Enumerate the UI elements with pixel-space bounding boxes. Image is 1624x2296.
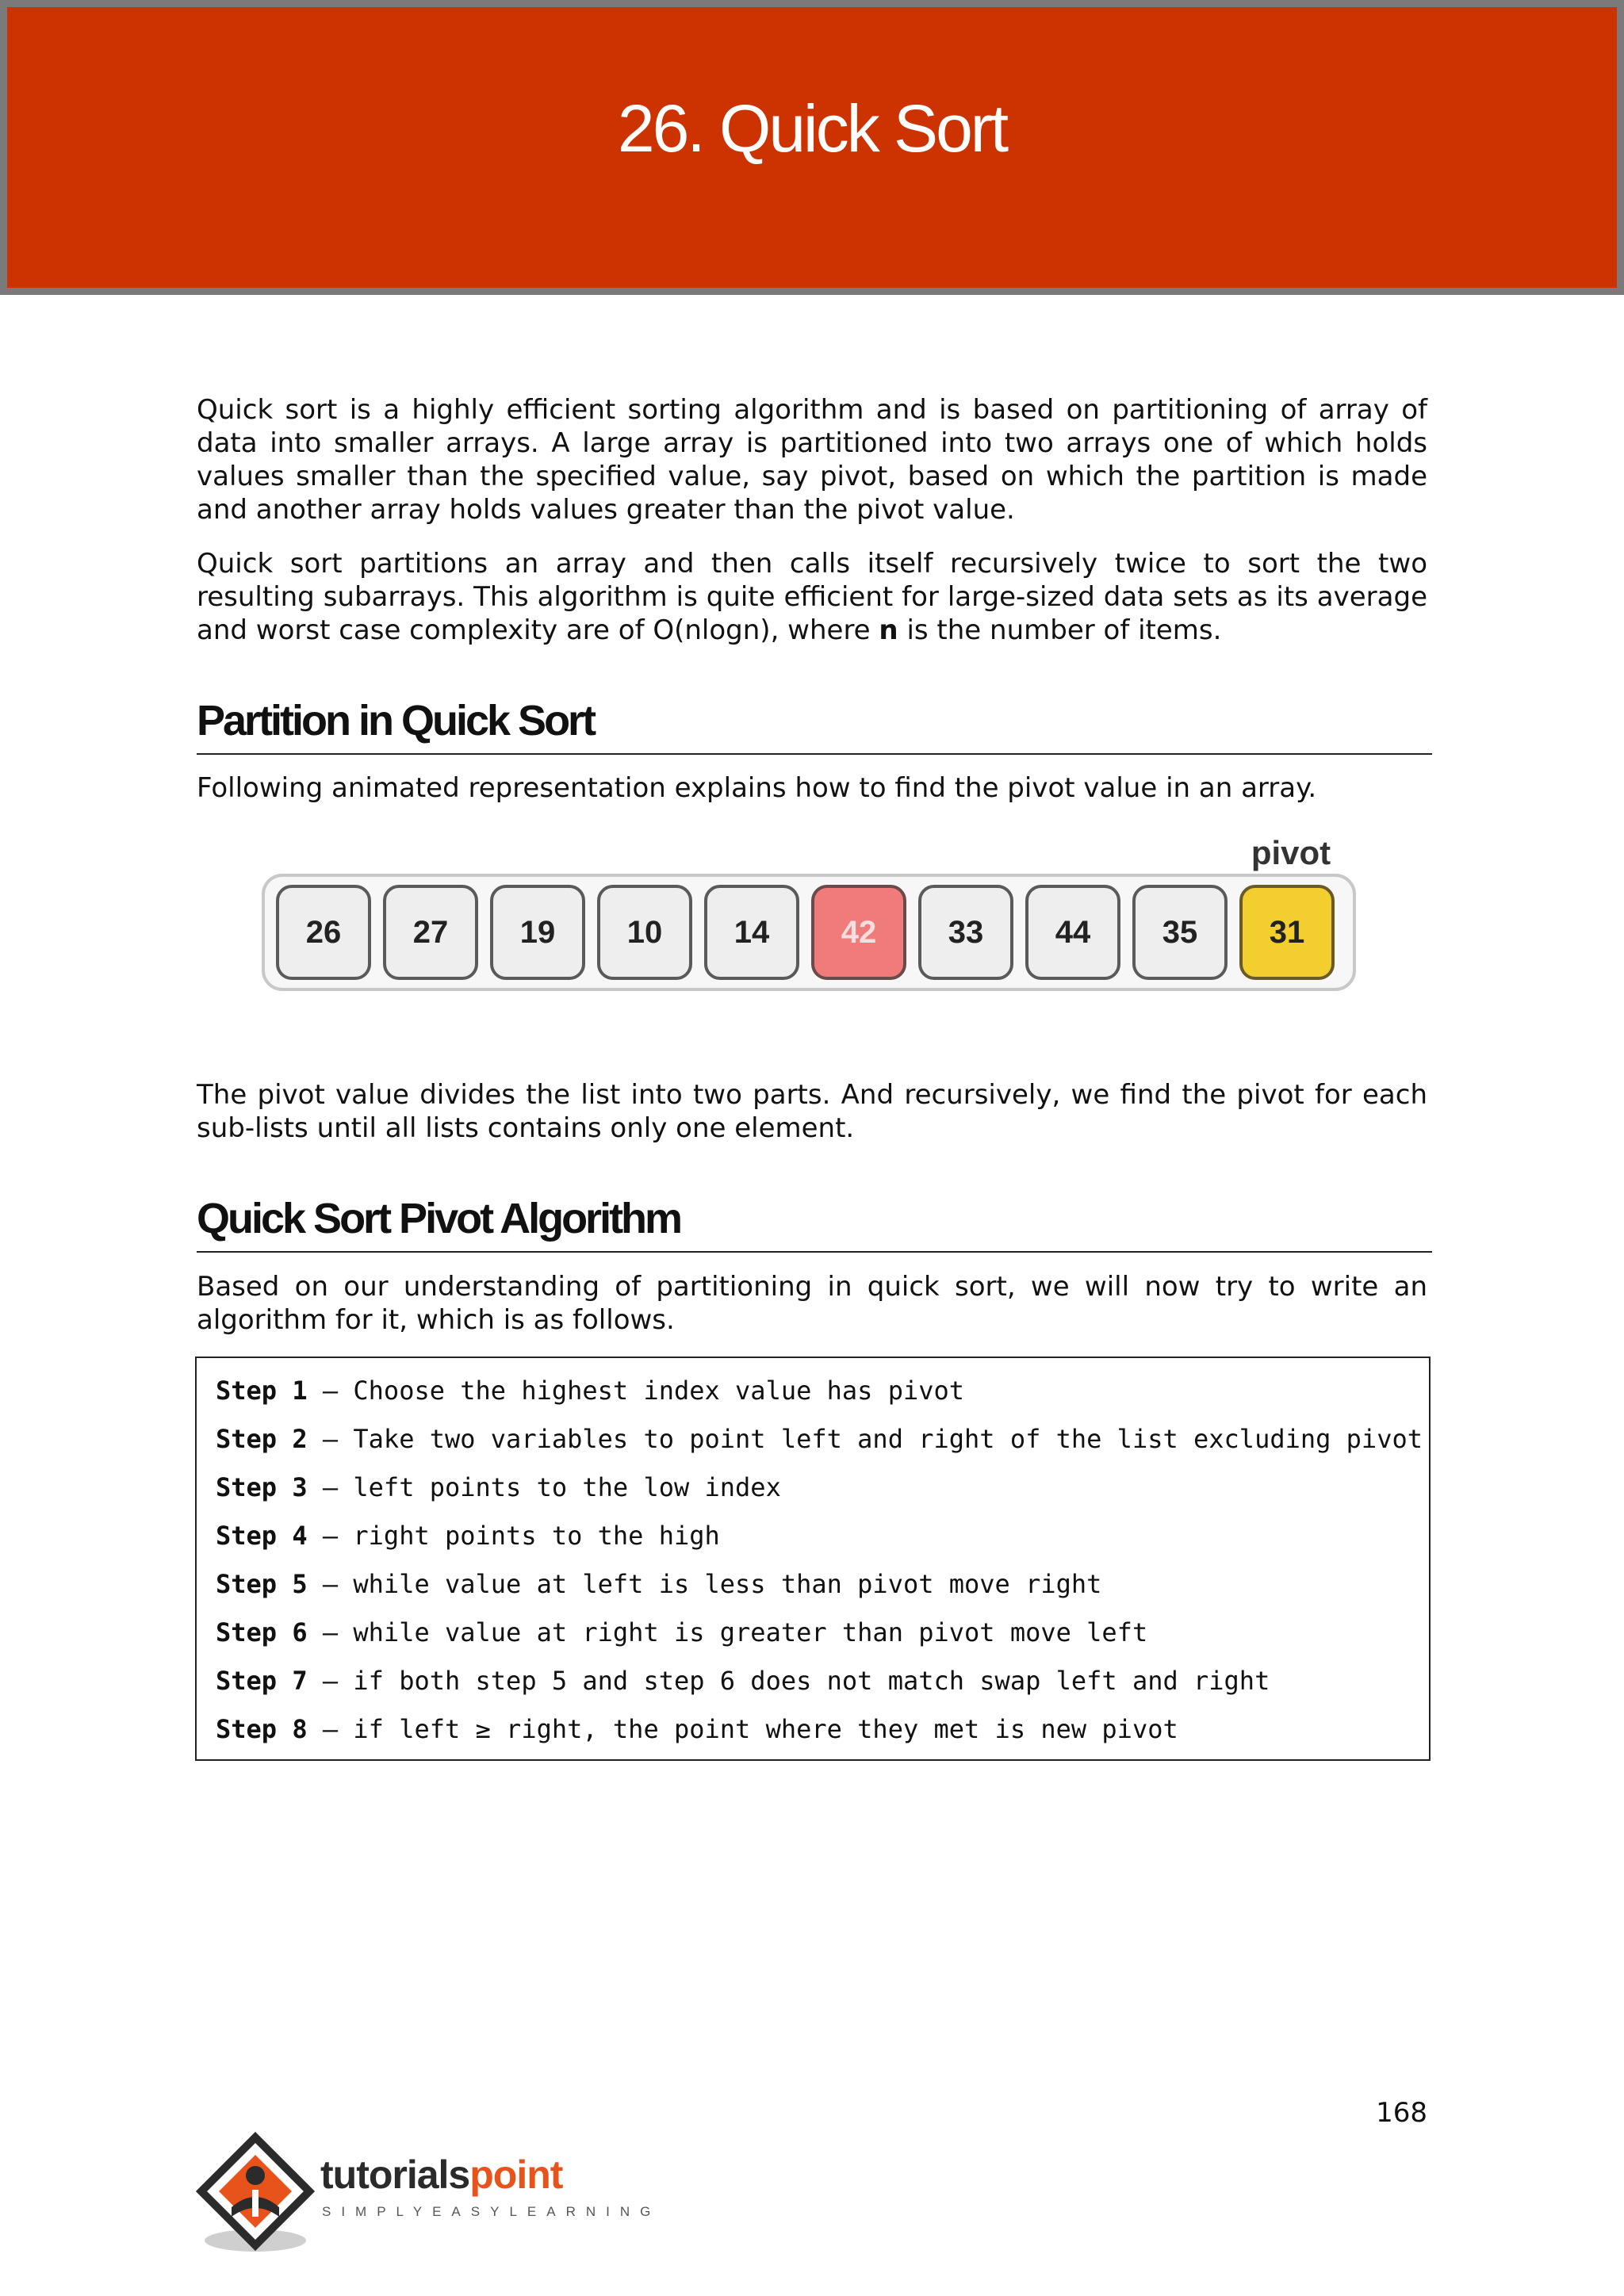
step-label: Step 4 (216, 1521, 308, 1551)
step-label: Step 7 (216, 1666, 308, 1696)
algorithm-step (216, 1376, 964, 1406)
algorithm-heading: Quick Sort Pivot Algorithm (197, 1194, 1432, 1253)
step-text: – if both step 5 and step 6 does not match swap left and right (307, 1666, 1270, 1696)
intro-n-bold: n (879, 614, 898, 646)
algorithm-step (216, 1521, 720, 1551)
step-label: Step 5 (216, 1569, 308, 1599)
step-text: – right points to the high (307, 1521, 720, 1551)
array-cell: 44 (1025, 885, 1120, 980)
step-text: – if left ≥ right, the point where they met is new pivot (307, 1714, 1178, 1744)
step-text: – Take two variables to point left and right of the list excluding pivot (307, 1424, 1423, 1454)
algorithm-step (216, 1424, 1423, 1454)
algorithm-intro: Based on our understanding of partitioning in quick sort, we will now try to write an algorithm for it, which is as follows. (197, 1271, 1427, 1336)
chapter-banner (0, 0, 1624, 295)
step-text: – while value at left is less than pivot move right (307, 1569, 1102, 1599)
algorithm-step (216, 1569, 1101, 1599)
algorithm-step (216, 1472, 781, 1502)
step-text: – while value at right is greater than pivot move left (307, 1617, 1148, 1647)
step-text: – left points to the low index (307, 1472, 781, 1502)
step-label: Step 3 (216, 1472, 308, 1502)
algorithm-step (216, 1617, 1147, 1647)
intro-paragraph-2 (197, 547, 1427, 647)
tutorialspoint-logo (193, 2131, 661, 2258)
logo-word-2: point (469, 2152, 563, 2197)
logo-word-1: tutorials (320, 2152, 470, 2197)
step-label: Step 2 (216, 1424, 308, 1454)
step-label: Step 1 (216, 1376, 308, 1406)
algorithm-code-box (195, 1357, 1431, 1761)
step-label: Step 8 (216, 1714, 308, 1744)
partition-after-paragraph: The pivot value divides the list into two parts. And recursively, we find the pivot for each sub-lists until all lists contains only one element. (197, 1079, 1427, 1144)
logo-wordmark (320, 2152, 562, 2198)
array-cell: 33 (918, 885, 1013, 980)
logo-tagline: SIMPLYEASYLEARNING (322, 2204, 661, 2219)
array-cell-pivot: 31 (1239, 885, 1335, 980)
pivot-label: pivot (1251, 834, 1331, 871)
array-cell-highlighted: 42 (811, 885, 906, 980)
partition-description: Following animated representation explains how to find the pivot value in an array. (197, 772, 1317, 804)
intro-paragraph-2-text: Quick sort partitions an array and then calls itself recursively twice to sort the two resulting subarrays. This algorithm is quite efficient for large-sized data sets as its average and worst case complexity are of O(nlogn), where (197, 548, 1427, 646)
intro-paragraph-2-end: is the number of items. (898, 614, 1222, 646)
array-cell: 35 (1132, 885, 1228, 980)
step-label: Step 6 (216, 1617, 308, 1647)
array-cell: 14 (704, 885, 799, 980)
intro-paragraph-1: Quick sort is a highly efficient sorting algorithm and is based on partitioning of array of data into smaller arrays. A large array is partitioned into two arrays one of which holds values smaller than the specified value, say pivot, based on which the partition is made and another array holds values greater than the pivot value. (197, 394, 1427, 526)
array-cell: 27 (383, 885, 478, 980)
partition-array-figure (262, 834, 1356, 993)
array-cell: 19 (490, 885, 585, 980)
algorithm-step (216, 1666, 1270, 1696)
chapter-title: 26. Quick Sort (617, 91, 1007, 166)
page-number: 168 (1376, 2097, 1427, 2129)
algorithm-step (216, 1714, 1178, 1744)
partition-heading: Partition in Quick Sort (197, 696, 1432, 755)
array-cell: 10 (597, 885, 692, 980)
logo-mark-icon (193, 2131, 320, 2258)
array-cell: 26 (276, 885, 371, 980)
step-text: – Choose the highest index value has pivot (307, 1376, 965, 1406)
